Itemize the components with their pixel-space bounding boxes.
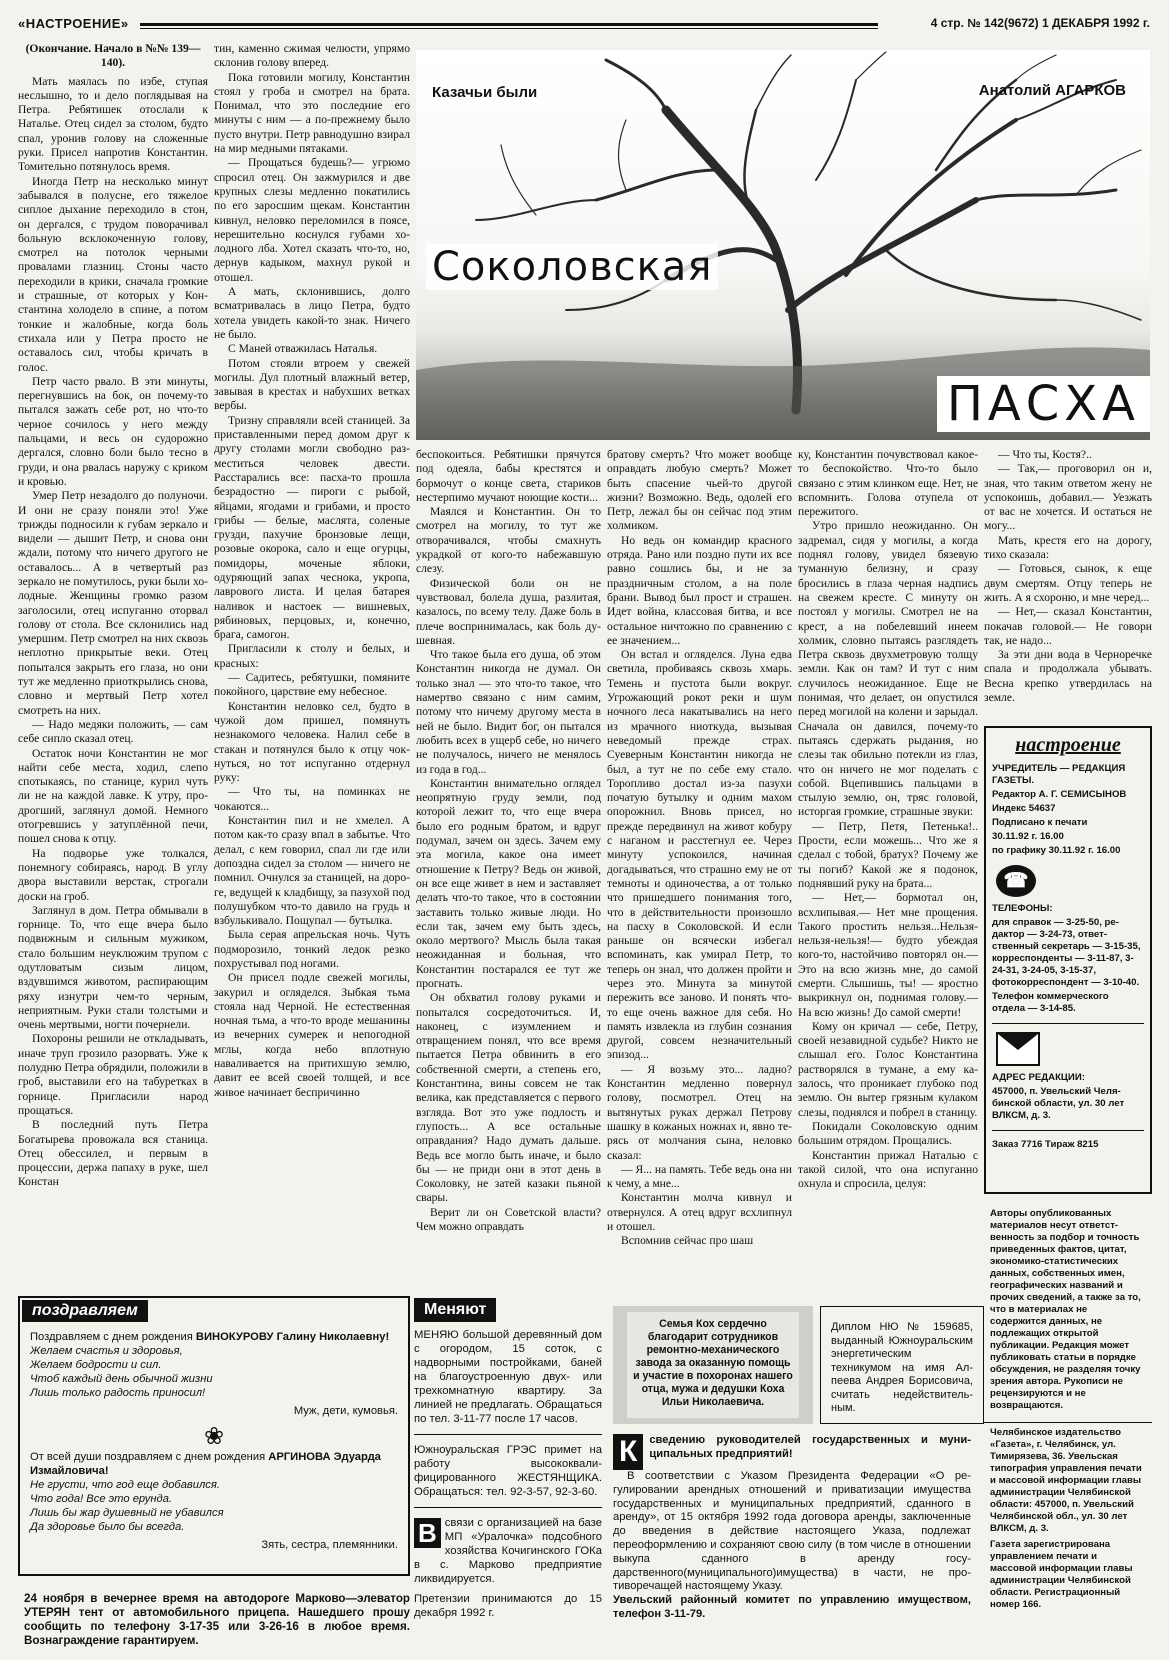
greeting-signature: Муж, дети, кумовья. — [293, 1405, 398, 1417]
paragraph: Потом стояли втроем у свежей могилы. Дул плотный влажный ветер, завывая в крестах и набухших ветках вербы. — [214, 356, 410, 413]
authors-disclaimer — [984, 1204, 1152, 1416]
paragraph: ку, Константин почувствовал какое-то беспокойство. Что-то было связано с этим клинком еще. Нет, не вспомнить. Голова отупела от пережитого. — [798, 448, 978, 519]
lost-item-notice: 24 ноября в вечернее время на автодороге Марково—элеватор УТЕРЯН тент от автомобильного прицепа. Нашедшего прошу сообщить по телефону 3-17-35 или 3-26-16 в любое время. Вознаграждение гарантируем. — [24, 1592, 410, 1647]
article-column-1 — [18, 42, 208, 1287]
verse-line: Лишь только радость приносил! — [30, 1387, 206, 1399]
paragraph: Умер Петр незадолго до полуночи. И они не сразу поняли это! Уже трижды подносили к губам зеркало и видели — дышит Петр, и снова они ждали, потому что ничего другого не оставалось... А в четвертый раз зеркало не помутилось, руки были холодные. Женщины громко разом заголосили, отец испуганно оторвал голову от стола. Все склонились над умершим. Петр смотрел на них сквозь неплотно прикрытые веки. Отец попытался закрыть его глаза, но они тут же медленно приоткрылись снова, словно и мертвый Петр хотел смотреть на них. — [18, 489, 208, 717]
paragraph: Петр часто рвало. В эти минуты, перегнувшись на бок, он почему-то пытался зажать себе рот, но что-то черное сочилось у него между пальцами, и весь он судорожно дергался, словно боли было тесно в груди, и она рвалась наружу с криком и кровью. — [18, 374, 208, 488]
article-intro: (Окончание. Начало в №№ 139—140). — [25, 42, 201, 70]
drop-cap: В — [414, 1518, 441, 1548]
rent-notice — [613, 1434, 971, 1622]
paragraph: Константин прижал Наталью с такой силой, что она испуганно охнула и спросила, целуя: — [798, 1148, 978, 1191]
exchange-ad: МЕНЯЮ большой деревянный дом с огородом, 15 соток, с надворными постройками, баней на благоустроенную двух- или трехкомнатную квартиру. За линией не предлагать. Обращаться по тел. 3-11-77 после 17 часов. — [414, 1329, 602, 1425]
registration-text: Газета зарегистрирована управлением печати и массовой информации главы администрации Челябинской области. Регистрационный номер 166. — [990, 1539, 1133, 1610]
imprint-signed-date: 30.11.92 г. 16.00 — [992, 831, 1064, 842]
ads-column — [414, 1298, 602, 1626]
rent-body: В соответствии с Указом Президента Федерации «О регулировании арендных отношений и приватизации имущества государственных и муниципальных предприятий, сданного в аренду», от 15 октября 1992 года договора аренды, заключенные до введения в действие настоящего Указа, подлежат переоформлению и сохраняют свою силу (в том числе в отношении выкупа сданного в аренду государственного(муниципального)имущества) в части, не противоречащей настоящему Указу. — [613, 1470, 971, 1593]
paragraph: На подворье уже толкался, понемногу собираясь, народ. В углу двора выставили верстак, строгали доски на гроб. — [18, 846, 208, 903]
greeting-intro: От всей души поздравляем с днем рождения — [30, 1451, 266, 1463]
paragraph: Константин молча кивнул и отвернулся. А отец вдруг всхлипнул и отошел. — [607, 1191, 792, 1234]
paragraph: Пока готовили могилу, Константин стоял у гроба и смотрел на брата. Понимал, что это последние его минуты с ним — а по-прежнему было пусто внутри. Петр равнодушно взирал на мир медными пятаками. — [214, 70, 410, 156]
verse-line: Не грусти, что год еще добавился. — [30, 1479, 220, 1491]
verse-line: Желаем счастья и здоровья, — [30, 1345, 183, 1357]
paragraph: — Готовься, сынок, к еще двум смертям. Отцу теперь не жить. А я схороню, и мне черед... — [984, 562, 1152, 604]
paragraph: Пригласили к столу и белых, и красных: — [214, 642, 410, 670]
imprint-editor: Редактор А. Г. СЕМИСЫНОВ — [992, 789, 1127, 800]
paragraph: Кому он кричал — себе, Петру, своей незавидной судьбе? Никто не слышал его. Голос Константина растворялся в тумане, а ему казалось, что проникает глубоко под землю. Он вытер грязным кулаком слезы, поднялся и побрел в станицу. — [798, 1019, 978, 1119]
rent-footer: Увельский районный комитет по управлению имуществом, телефон 3-11-79. — [613, 1594, 971, 1620]
paragraph: Он встал и огляделся. Луна едва светила, пробиваясь сквозь хмарь. Темень и пустота были вокруг. Угрожающий рокот реки и шум ночного леса накатывались на него из мрачного ниоткуда, вызывая неведомый прежде страх. Суеверным Константин никогда не был, а тут не по себе ему стало. Торопливо достал из-за пазухи початую бутылку и одним махом опорожнил. Вновь присел, но прежде передвинул на живот кобуру с наганом и расстегнул ее. Через минуту успокоился, начиная догадываться, что страшно ему не от темноты и одиночества, а от только что пришедшего понимания того, что в действительности произошло на пасху в Соколовской. И если раньше он всячески избегал вспоминать, как умирал Петр, то теперь он знал, что должен пройти и через это. Минута за минутой пережить все заново. И понять что-то еще очень важное для себя. Но память извлекла из глубин сознания другой, совсем незначительный эпизод... — [607, 648, 792, 1062]
paragraph: — Так,— проговорил он и, зная, что таким ответом жену не успокоишь, добавил.— Уезжать от вас не хочется. И остаться не могу... — [984, 462, 1152, 533]
address: 457000, п. Увельский Челябинской области, ул. 30 лет ВЛКСМ, д. 3. — [992, 1086, 1125, 1121]
paragraph: — Что ты, на поминках не чокаются... — [214, 785, 410, 813]
phones-title: ТЕЛЕФОНЫ: — [992, 903, 1053, 914]
header-rule — [140, 23, 878, 29]
order-info: Заказ 7716 Тираж 8215 — [992, 1139, 1099, 1150]
paragraph: Утро пришло неожиданно. Он задремал, сидя у могилы, а когда поднял голову, увидел бязевую туманную белизну, и сразу бросились в глаза черная надпись на свежем кресте. С минуту он постоял у могилы. Смотрел не на крест, а на побелевший инеем холмик, словно пытаясь разглядеть Петра сквозь двухметровую толщу земли. Как он там? И тут с ним случилось неожиданное. Еще не понимая, что делает, он опустился перед могилой на колени и зарыдал. Сначала он давился, почему-то пытаясь сдержать рыдания, но слезы так обильно потекли из глаз, что он ничего не мог поделать с собой. Вцепившись пальцами в стылую землю, он, тряс головой, исторгая громкие, страшные звуки: — [798, 519, 978, 819]
verse-line: Лишь бы жар душевный не убавился — [30, 1507, 224, 1519]
paragraph: Он присел подле свежей могилы, закурил и огляделся. Зыбкая тьма стояла над Черной. Не естественная ночная тьма, а что-то вроде мешанины из вечерних сумерек и непогодной мглы, когда небо вплотную наваливается на притихшую землю, давит ее всей своей толщей, и все живое начинает беспричинно — [214, 971, 410, 1099]
paragraph: С Маней отважилась Наталья. — [228, 342, 378, 356]
verse-line: Желаем бодрости и сил. — [30, 1359, 162, 1371]
paragraph: Константин неловко сел, будто в чужой дом пришел, помянуть незнакомого человека. Налил себе в стакан и потянулся было к отцу чокнуться, но тот испуганно отдернул руку: — [214, 699, 410, 785]
article-column-5 — [798, 448, 978, 1290]
newspaper-name: «НАСТРОЕНИЕ» — [18, 16, 129, 31]
divider — [414, 1507, 602, 1508]
paragraph: А мать, склонившись, долго всматривалась в лицо Петра, будто хотела увидеть какой-то знак. Ничего не было. — [214, 285, 410, 341]
address-title: АДРЕС РЕДАКЦИИ: — [992, 1072, 1085, 1083]
paragraph: — Нет,— бормотал он, всхлипывая.— Нет мне прощения. Такого простить нельзя...Нельзя-нельзя-нельзя!— будто убеждая кого-то, настойчиво повторял он.— Это на всю жизнь мне, до самой смерти. Слышишь, ты! — яростно выкрикнул он, поднимая голову.— На всю жизнь! До самой смерти! — [798, 891, 978, 1019]
paragraph: — Я... на память. Тебе ведь она ни к чему, а мне... — [607, 1162, 792, 1191]
article-column-2 — [214, 42, 410, 1287]
paragraph: — Надо медяки положить, — сам себе сипло сказал отец. — [18, 717, 208, 746]
paragraph: Но ведь он командир красного отряда. Рано или поздно пути их все равно сошлись бы, и не за праздничным столом, а на поле брани. Вывод был прост и страшен. Идет война, классовая битва, и все остальное ничтожно по сравнению с ее значением... — [607, 533, 792, 647]
paragraph: Мать маялась по избе, ступая неслышно, то и дело поглядывая на Петра. Ребятишек отослали к Наталье. Отец сидел за столом, будто спал, уронив голову на сложенные руки. Присел напротив Константин. Томительно потянулось время. — [18, 74, 208, 174]
greetings-banner: поздравляем — [22, 1300, 148, 1322]
paragraph: Мать, крестя его на дорогу, тихо сказала: — [984, 533, 1152, 562]
paragraph: Похороны решили не откладывать, иначе труп грозило разорвать. Уже к полудню Петра обрядили, положили в гроб, выставили его на табуретках в горнице. Пригласили народ прощаться. — [18, 1032, 208, 1117]
greeting-signature: Зять, сестра, племянники. — [261, 1539, 398, 1551]
paragraph: За эти дни вода в Черноречке спала и продолжала убывать. Весна крепко утвердилась на земле. — [984, 648, 1152, 705]
greeting-intro: Поздравляем с днем рождения — [30, 1331, 193, 1343]
paragraph: Физической боли он не чувствовал, болела душа, разлитая, казалось, по всему телу. Даже боль в плече воспринималась, как боль душевная. — [416, 576, 601, 647]
article-title-line2: ПАСХА — [937, 376, 1150, 432]
paragraph: Вспомнив сейчас про шаш — [621, 1234, 754, 1248]
thanks-notice — [613, 1306, 813, 1424]
paragraph: Заглянул в дом. Петра обмывали в горнице. То, что еще вчера было подвижным и сильным мужиком, стало большим неуклюжим трупом с одутловатым сизым лицом, вздувшимся животом, распирающим ряху изнутри чем-то черным, неприятным. Руки стали толстыми и очень мертвыми, ногти почернели. — [18, 903, 208, 1032]
greetings-box — [18, 1296, 410, 1576]
paragraph: — Что ты, Костя?.. — [998, 448, 1092, 461]
rent-heading: сведению руководителей государственных и муниципальных предприятий! — [649, 1434, 971, 1460]
liquidation-ad — [414, 1516, 602, 1586]
paragraph: Остаток ночи Константин не мог найти себе места, ходил, слепо спотыкаясь, по станице, курил чуть ли не на каждой лавке. К утру, продрогший, заглянул домой. Немного отогревшись у затуплённой печи, пошел снова к отцу. — [18, 746, 208, 846]
diploma-notice: Диплом НЮ № 159685, выданный Южноуральским энергетическим техникумом на имя Алпеева Андрея Борисовича, считать недействительным. — [820, 1306, 984, 1424]
verse-line: Да здоровье было бы всегда. — [30, 1521, 185, 1533]
imprint-founder: УЧРЕДИТЕЛЬ — РЕДАКЦИЯ ГАЗЕТЫ. — [992, 763, 1126, 786]
page-header — [18, 12, 1150, 36]
paragraph: В последний путь Петра Богатырева провожала вся станица. Отец обессилел, и первым в процессии, держа папаху в руке, шел Констан — [18, 1118, 208, 1189]
envelope-icon — [996, 1032, 1040, 1066]
publisher-text: Челябинское издательство «Газета», г. Челябинск, ул. Тимирязева, 36. Увельская типография управления печати и массовой информации главы администрации Челябинской области: 457000, п. Увельский Челябинской обл., ул. 30 лет ВЛКСМ, д. 3. — [990, 1427, 1142, 1534]
paragraph: — Я возьму это... ладно? Константин медленно повернул голову, посмотрел. Отец на вытянутых руках держал Петрову шашку в кожаных ножнах и, явно терясь от молчания сына, неловко сказал: — [607, 1062, 792, 1162]
claims-deadline: Претензии принимаются до 15 декабря 1992 г. — [414, 1593, 602, 1619]
divider — [992, 1023, 1144, 1024]
disclaimer-text: Авторы опубликованных материалов несут ответственность за подбор и точность приведенных фактов, цитат, экономико-статистических данных, собственных имен, географических названий и прочих сведений, а также за то, что в материалах не содержится данных, не подлежащих открытой публикации. Редакция может публиковать статьи в порядке обсуждения, не разделяя точку зрения автора. Рукописи не рецензируются и не возвращаются. — [990, 1208, 1141, 1411]
paragraph: — Петр, Петя, Петенька!.. Прости, если можешь... Что же я сделал с тобой, братух? Почему же ты погиб? Какой же я подонок, поднявший руку на брата... — [798, 819, 978, 890]
article-column-4 — [607, 448, 792, 1290]
paragraph: Иногда Петр на несколько минут забывался в полусне, его тяжелое сиплое дыхание переходило в стон, он дергался, с трудом поворачивал больную всклокоченную голову, смотрел на потолок черными провалами глазниц. Стоны часто переходили в крики, сначала громкие и страшные, от которых у Константина холодело в спине, а потом тонкие и жалобные, когда боль стихала или у Петра просто не оставалось сил, чтобы кричать в голос. — [18, 174, 208, 374]
drop-cap: К — [613, 1434, 643, 1470]
paragraph: Константин пил и не хмелел. А потом как-то сразу впал в забытье. Что делал, с кем говорил, спал ли где или допоздна сидел за столом — ничего не помнил. Очнулся за станицей, на дороге, ведущей к кладбищу, за пазухой под полушубком что-то давило на грудь и взбулькивало. Пощупал — бутылка. — [214, 814, 410, 928]
publisher-info — [984, 1422, 1152, 1615]
verse-line: Чтоб каждый день обычной жизни — [30, 1373, 213, 1385]
liquidation-text: связи с организацией на базе МП «Уралочка» подсобного хозяйства Кочигинского ГОКа в с. Марково предприятие ликвидируется. — [414, 1517, 602, 1585]
verse-line: Что года! Все это ерунда. — [30, 1493, 173, 1505]
paragraph: Покидали Соколовскую одним большим отрядом. Прощались. — [798, 1119, 978, 1148]
commerce-phone: Телефон коммерческого отдела — 3-14-85. — [992, 991, 1109, 1014]
paragraph: тин, каменно сжимая челюсти, упрямо склонив голову вперед. — [214, 42, 410, 70]
greeting-name: АРГИНОВА Эдуарда Измайловича! — [30, 1451, 381, 1477]
issue-info: 4 стр. № 142(9672) 1 ДЕКАБРЯ 1992 г. — [930, 16, 1150, 30]
divider — [992, 1130, 1144, 1131]
paragraph: Он обхватил голову руками и попытался сосредоточиться. И, наконец, с изумлением и отвращением понял, что все время пытается Петра обвинить в его собственной смерти, а степень его, Константина, вины совсем не так велика, как представляется с первого взгляда. Вот это уже подлость и глупость... А все остальные оправдания? Надо думать дальше. Ведь все могло быть иначе, и было бы — не приди они в этот день в Соколовку, не затей казаки пьяной свары. — [416, 991, 601, 1205]
greeting-2 — [30, 1450, 398, 1552]
article-author: Анатолий АГАРКОВ — [978, 82, 1126, 99]
paragraph: Верит ли он Советской власти? Чем можно оправдать — [416, 1205, 601, 1234]
paragraph: братову смерть? Что может вообще оправдать любую смерть? Может быть спасение чьей-то другой жизни? Возможно. Ведь, одолей его Петр, лежал бы он сейчас под этим холмиком. — [607, 448, 792, 533]
article-photo — [416, 50, 1150, 440]
greeting-name: ВИНОКУРОВУ Галину Николаевну! — [195, 1331, 390, 1343]
job-ad: Южноуральская ГРЭС примет на работу высококвалифицированного ЖЕСТЯНЩИКА. Обращаться: тел. 92-3-57, 92-3-60. — [414, 1444, 602, 1498]
paragraph: Была серая апрельская ночь. Чуть подморозило, тонкий ледок резко похрустывал под ногами. — [214, 928, 410, 970]
paragraph: беспокоиться. Ребятишки прячутся под одеяла, бабы крестятся и бормочут о конце света, стариков нестерпимо мучают ноющие кости... — [416, 448, 601, 504]
phones-list: для справок — 3-25-50, редактор — 3-24-73, ответственный секретарь — 3-15-35, корреспонденты — 3-11-87, 3-24-31, 3-24-05, 3-15-37, фотокорреспондент — 3-10-40. — [992, 917, 1141, 988]
imprint-logo: настроение — [1015, 734, 1121, 756]
imprint-box — [984, 726, 1152, 1194]
imprint-index: Индекс 54637 — [992, 803, 1056, 814]
divider — [414, 1434, 602, 1435]
paragraph: Константин внимательно оглядел неопрятную груду земли, под которой лежит то, что еще вчера было его родным братом, и вдруг подумал, зачем он здесь. Зачем ему эта могила, какое она имеет отношение к Петру? Ведь он живой, он все еще живет в нем и заставляет делать что-то такое, что в состоянии заставить только живые люди. Но если так, зачем ему быть здесь, около мертвого? Мысль была такая неожиданная и больная, что Константин постарался ее тут же прогнать. — [416, 776, 601, 990]
imprint-schedule: по графику 30.11.92 г. 16.00 — [992, 845, 1121, 856]
telephone-icon: ☎ — [996, 865, 1036, 897]
article-column-6 — [984, 448, 1152, 718]
flower-icon: ❀ — [203, 1423, 225, 1450]
imprint-signed-label: Подписано к печати — [992, 817, 1088, 828]
paragraph: Что такое была его душа, об этом Константин никогда не думал. Он только знал — это что-то такое, что намертво связано с ним самим, потому что ничему другому места в ней не было. Видит бог, он пытался любить всех в ущерб себе, но ничего не получалось, ничего не менялось из года в год... — [416, 648, 601, 776]
paragraph: Маялся и Константин. Он то смотрел на могилу, то тут же отворачивался, чтобы смахнуть украдкой от кого-то набежавшую слезу. — [416, 505, 601, 576]
paragraph: Тризну справляли всей станицей. За приставленными перед домом друг к другу столами могли свободно разместиться человек двести. Расстарались все: пасха-то прошла безрадостно — пироги с рыбой, яйцами, ягодами и грибами, и просто грибы — белые, маслята, соленые грузди, пахучие бронзовые лещи, розовые окорока, сало и еще огурцы, помидоры, моченые яблоки, одуряющий запах чеснока, укропа, лаврового листа. И целая батарея наливок и настоек — вишневых, рябиновых, перцовых, и, конечно, брага, самогон. — [214, 413, 410, 642]
article-column-3 — [416, 448, 601, 1290]
exchange-heading: Меняют — [414, 1298, 496, 1322]
paragraph: — Прощаться будешь?— угрюмо спросил отец. Он зажмурился и две крупных слезы медленно покатились по его заросшим щекам. Константин кивнул, неловко переломился в поясе, нерешительно коснулся губами холодного лба. Хотел сказать что-то, но, дернув кадыком, махнул рукой и отошел. — [214, 156, 410, 284]
paragraph: — Нет,— сказал Константин, покачав головой.— Не говори так, не надо... — [984, 605, 1152, 647]
paragraph: — Садитесь, ребятушки, помяните покойного, царствие ему небесное. — [214, 671, 410, 699]
article-rubric: Казачьи были — [432, 84, 538, 101]
article-title-line1: Соколовская — [426, 244, 718, 290]
thanks-text: Семья Кох сердечно благодарит сотрудников ремонтно-механического завода за оказанную помощь и участие в похоронах нашего отца, мужа и дедушки Коха Ильи Николаевича. — [627, 1312, 799, 1418]
greeting-1 — [30, 1330, 398, 1418]
